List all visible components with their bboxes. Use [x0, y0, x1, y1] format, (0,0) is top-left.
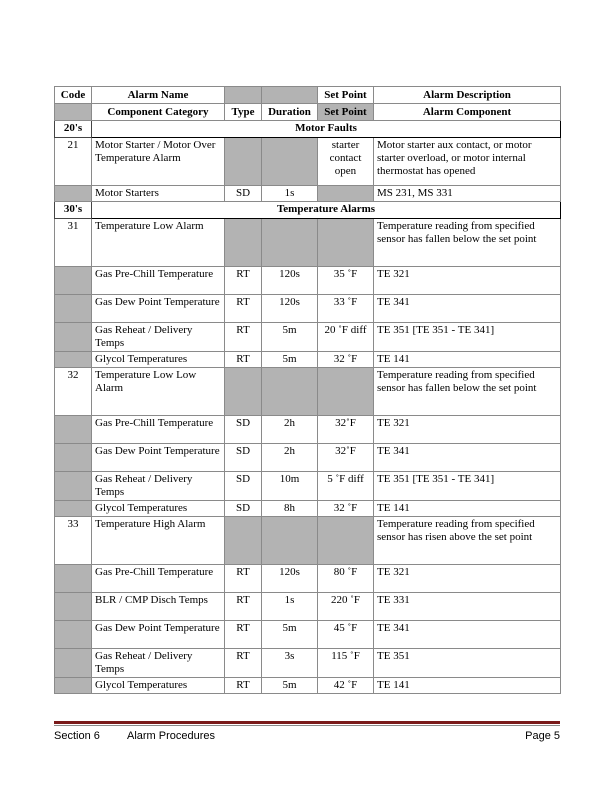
alarm-duration-blank: [262, 219, 318, 267]
alarm-component: TE 341: [374, 295, 561, 323]
alarm-component: TE 351 [TE 351 - TE 341]: [374, 323, 561, 352]
component-category: Gas Pre-Chill Temperature: [92, 416, 225, 444]
component-code-blank: [55, 323, 92, 352]
component-set-point: 32 ˚F: [318, 501, 374, 517]
alarm-component: TE 341: [374, 621, 561, 649]
component-set-point: 220 ˚F: [318, 593, 374, 621]
component-duration: 5m: [262, 323, 318, 352]
component-category: Gas Dew Point Temperature: [92, 444, 225, 472]
alarm-component: TE 331: [374, 593, 561, 621]
header-duration: Duration: [262, 104, 318, 121]
component-row: [55, 295, 561, 323]
alarm-name: Temperature Low Low Alarm: [92, 368, 225, 416]
component-row: [55, 593, 561, 621]
alarm-component: TE 141: [374, 678, 561, 694]
component-duration: 2h: [262, 416, 318, 444]
component-set-point: 45 ˚F: [318, 621, 374, 649]
alarm-type-blank: [225, 219, 262, 267]
component-category: Gas Dew Point Temperature: [92, 295, 225, 323]
component-row: [55, 678, 561, 694]
alarm-component: TE 141: [374, 501, 561, 517]
footer-page-number: Page 5: [525, 730, 560, 742]
header-type: Type: [225, 104, 262, 121]
alarm-duration-blank: [262, 517, 318, 565]
section-title: Motor Faults: [92, 121, 561, 138]
header-blank-code: [55, 104, 92, 121]
component-category: Gas Reheat / Delivery Temps: [92, 649, 225, 678]
component-code-blank: [55, 416, 92, 444]
component-set-point: [318, 186, 374, 202]
alarm-row: [55, 138, 561, 186]
component-type: RT: [225, 352, 262, 368]
component-category: Glycol Temperatures: [92, 352, 225, 368]
component-type: RT: [225, 295, 262, 323]
alarm-name: Temperature High Alarm: [92, 517, 225, 565]
header-blank-duration: [262, 87, 318, 104]
alarm-component: MS 231, MS 331: [374, 186, 561, 202]
component-category: Gas Reheat / Delivery Temps: [92, 323, 225, 352]
header-code: Code: [55, 87, 92, 104]
footer-rule-thin: [54, 725, 560, 726]
alarm-code: 33: [55, 517, 92, 565]
component-row: [55, 472, 561, 501]
component-type: RT: [225, 267, 262, 295]
section-code: 30's: [55, 202, 92, 219]
component-row: [55, 416, 561, 444]
component-type: RT: [225, 593, 262, 621]
component-code-blank: [55, 621, 92, 649]
alarm-component: TE 321: [374, 267, 561, 295]
component-set-point: 5 ˚F diff: [318, 472, 374, 501]
component-row: [55, 267, 561, 295]
component-type: SD: [225, 186, 262, 202]
component-category: Gas Pre-Chill Temperature: [92, 267, 225, 295]
component-duration: 120s: [262, 565, 318, 593]
component-category: Gas Reheat / Delivery Temps: [92, 472, 225, 501]
component-row: [55, 323, 561, 352]
component-type: SD: [225, 501, 262, 517]
component-code-blank: [55, 444, 92, 472]
header-blank-type: [225, 87, 262, 104]
component-duration: 1s: [262, 186, 318, 202]
component-duration: 10m: [262, 472, 318, 501]
component-category: Gas Pre-Chill Temperature: [92, 565, 225, 593]
component-category: Motor Starters: [92, 186, 225, 202]
component-category: Glycol Temperatures: [92, 678, 225, 694]
component-duration: 3s: [262, 649, 318, 678]
component-category: Glycol Temperatures: [92, 501, 225, 517]
alarm-name: Motor Starter / Motor Over Temperature Alarm: [92, 138, 225, 186]
footer-title: Alarm Procedures: [127, 730, 216, 742]
alarm-duration-blank: [262, 138, 318, 186]
alarm-component: TE 351 [TE 351 - TE 341]: [374, 472, 561, 501]
component-type: RT: [225, 323, 262, 352]
alarm-row: [55, 368, 561, 416]
alarm-code: 32: [55, 368, 92, 416]
component-set-point: 35 ˚F: [318, 267, 374, 295]
alarm-code: 31: [55, 219, 92, 267]
alarm-description: Temperature reading from specified sensor has fallen below the set point: [374, 219, 561, 267]
header-set-point-2: Set Point: [318, 104, 374, 121]
component-duration: 5m: [262, 621, 318, 649]
component-code-blank: [55, 267, 92, 295]
component-code-blank: [55, 501, 92, 517]
alarm-description: Temperature reading from specified sensor has risen above the set point: [374, 517, 561, 565]
alarm-set-point: starter contact open: [318, 138, 374, 186]
header-alarm-name: Alarm Name: [92, 87, 225, 104]
component-type: SD: [225, 472, 262, 501]
header-alarm-description: Alarm Description: [374, 87, 561, 104]
component-code-blank: [55, 295, 92, 323]
alarm-component: TE 321: [374, 416, 561, 444]
header-component-category: Component Category: [92, 104, 225, 121]
component-row: [55, 352, 561, 368]
component-duration: 120s: [262, 295, 318, 323]
component-code-blank: [55, 352, 92, 368]
component-type: RT: [225, 621, 262, 649]
alarm-description: Motor starter aux contact, or motor starter overload, or motor internal thermostat has opened: [374, 138, 561, 186]
component-duration: 2h: [262, 444, 318, 472]
component-category: BLR / CMP Disch Temps: [92, 593, 225, 621]
header-alarm-component: Alarm Component: [374, 104, 561, 121]
footer-rule: [54, 721, 560, 724]
alarm-name: Temperature Low Alarm: [92, 219, 225, 267]
component-set-point: 32 ˚F: [318, 352, 374, 368]
alarm-code: 21: [55, 138, 92, 186]
component-set-point: 42 ˚F: [318, 678, 374, 694]
alarm-set-point: [318, 368, 374, 416]
component-duration: 120s: [262, 267, 318, 295]
alarm-row: [55, 219, 561, 267]
section-row: [55, 202, 561, 219]
alarm-type-blank: [225, 138, 262, 186]
component-row: [55, 501, 561, 517]
alarm-description: Temperature reading from specified sensor has fallen below the set point: [374, 368, 561, 416]
alarm-row: [55, 517, 561, 565]
component-duration: 5m: [262, 678, 318, 694]
header-row-2: [55, 104, 561, 121]
alarm-type-blank: [225, 368, 262, 416]
component-type: SD: [225, 416, 262, 444]
alarm-duration-blank: [262, 368, 318, 416]
component-row: [55, 565, 561, 593]
alarm-component: TE 321: [374, 565, 561, 593]
component-category: Gas Dew Point Temperature: [92, 621, 225, 649]
component-type: RT: [225, 678, 262, 694]
component-code-blank: [55, 678, 92, 694]
component-code-blank: [55, 186, 92, 202]
component-type: RT: [225, 649, 262, 678]
alarm-set-point: [318, 517, 374, 565]
component-duration: 5m: [262, 352, 318, 368]
alarm-component: TE 351: [374, 649, 561, 678]
component-type: RT: [225, 565, 262, 593]
component-set-point: 33 ˚F: [318, 295, 374, 323]
alarm-type-blank: [225, 517, 262, 565]
component-set-point: 32˚F: [318, 416, 374, 444]
component-code-blank: [55, 565, 92, 593]
component-row: [55, 186, 561, 202]
component-set-point: 20 ˚F diff: [318, 323, 374, 352]
component-row: [55, 621, 561, 649]
component-set-point: 32˚F: [318, 444, 374, 472]
component-code-blank: [55, 593, 92, 621]
footer-section: Section 6: [54, 730, 100, 742]
component-duration: 8h: [262, 501, 318, 517]
alarm-set-point: [318, 219, 374, 267]
section-row: [55, 121, 561, 138]
header-set-point: Set Point: [318, 87, 374, 104]
component-duration: 1s: [262, 593, 318, 621]
section-code: 20's: [55, 121, 92, 138]
component-code-blank: [55, 472, 92, 501]
section-title: Temperature Alarms: [92, 202, 561, 219]
component-code-blank: [55, 649, 92, 678]
component-row: [55, 444, 561, 472]
alarm-component: TE 141: [374, 352, 561, 368]
header-row-1: [55, 87, 561, 104]
component-type: SD: [225, 444, 262, 472]
component-row: [55, 649, 561, 678]
component-set-point: 80 ˚F: [318, 565, 374, 593]
alarm-table: [54, 86, 561, 694]
component-set-point: 115 ˚F: [318, 649, 374, 678]
alarm-component: TE 341: [374, 444, 561, 472]
